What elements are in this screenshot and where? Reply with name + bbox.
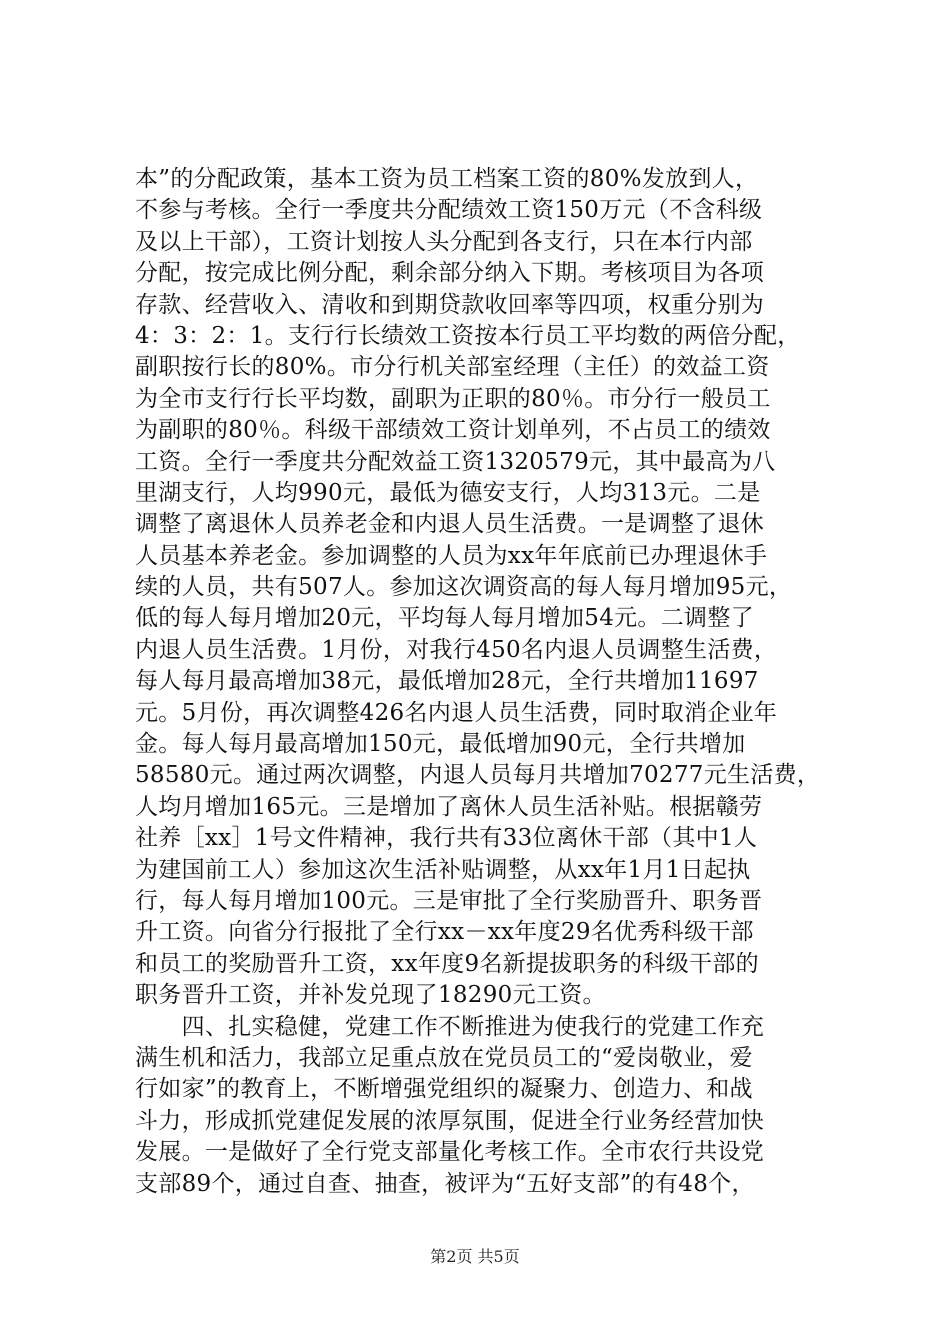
- text-line: 58580元。通过两次调整，内退人员每月共增加70277元生活费，: [135, 762, 821, 789]
- text-line: 工资。全行一季度共分配效益工资1320579元，其中最高为八: [135, 448, 776, 475]
- text-line: 每人每月最高增加38元，最低增加28元，全行共增加11697: [135, 668, 759, 695]
- text-line: 调整了离退休人员养老金和内退人员生活费。一是调整了退休: [135, 511, 765, 538]
- text-line: 金。每人每月最高增加150元，最低增加90元，全行共增加: [135, 731, 746, 758]
- text-line: 社养［xx］1号文件精神，我行共有33位离休干部（其中1人: [135, 825, 758, 852]
- text-line: 为副职的80％。科级干部绩效工资计划单列，不占员工的绩效: [135, 417, 771, 444]
- text-line: 和员工的奖励晋升工资，xx年度9名新提拔职务的科级干部的: [135, 950, 759, 977]
- text-line: 发展。一是做好了全行党支部量化考核工作。全市农行共设党: [135, 1139, 765, 1166]
- text-line: 低的每人每月增加20元，平均每人每月增加54元。二调整了: [135, 605, 754, 632]
- text-line: 不参与考核。全行一季度共分配绩效工资150万元（不含科级: [135, 197, 763, 224]
- text-line: 为建国前工人）参加这次生活补贴调整，从xx年1月1日起执: [135, 856, 751, 883]
- text-line: 内退人员生活费。1月份，对我行450名内退人员调整生活费，: [135, 636, 778, 663]
- text-line: 职务晋升工资，并补发兑现了18290元工资。: [135, 982, 606, 1009]
- text-line: 人员基本养老金。参加调整的人员为xx年年底前已办理退休手: [135, 542, 768, 569]
- text-line: 4：3：2：1。支行行长绩效工资按本行员工平均数的两倍分配，: [135, 322, 801, 349]
- text-line: 元。5月份，再次调整426名内退人员生活费，同时取消企业年: [135, 699, 778, 726]
- text-line: 分配，按完成比例分配，剩余部分纳入下期。考核项目为各项: [135, 260, 765, 287]
- text-line: 为全市支行行长平均数，副职为正职的80％。市分行一般员工: [135, 385, 771, 412]
- text-line: 存款、经营收入、清收和到期贷款收回率等四项，权重分别为: [135, 291, 765, 318]
- body-text: [135, 164, 835, 1200]
- text-line: 行如家”的教育上，不断增强党组织的凝聚力、创造力、和战: [135, 1076, 753, 1103]
- text-line: 续的人员，共有507人。参加这次调资高的每人每月增加95元，: [135, 574, 793, 601]
- text-line: 及以上干部），工资计划按人头分配到各支行，只在本行内部: [135, 228, 753, 255]
- page-footer: 第2页 共5页: [430, 1247, 520, 1266]
- text-line: 升工资。向省分行报批了全行xx－xx年度29名优秀科级干部: [135, 919, 754, 946]
- text-line: 本”的分配政策，基本工资为员工档案工资的80%发放到人，: [135, 166, 759, 192]
- text-line: 副职按行长的80%。市分行机关部室经理（主任）的效益工资: [135, 354, 770, 381]
- text-line: 支部89个，通过自查、抽查，被评为“五好支部”的有48个，: [135, 1170, 755, 1197]
- text-line: 里湖支行，人均990元，最低为德安支行，人均313元。二是: [135, 479, 761, 506]
- text-line: 四、扎实稳健，党建工作不断推进为使我行的党建工作充: [135, 1013, 765, 1040]
- text-line: 人均月增加165元。三是增加了离休人员生活补贴。根据赣劳: [135, 793, 763, 820]
- text-line: 行，每人每月增加100元。三是审批了全行奖励晋升、职务晋: [135, 887, 763, 914]
- text-line: 满生机和活力，我部立足重点放在党员员工的“爱岗敬业，爱: [135, 1044, 753, 1071]
- text-line: 斗力，形成抓党建促发展的浓厚氛围，促进全行业务经营加快: [135, 1107, 765, 1134]
